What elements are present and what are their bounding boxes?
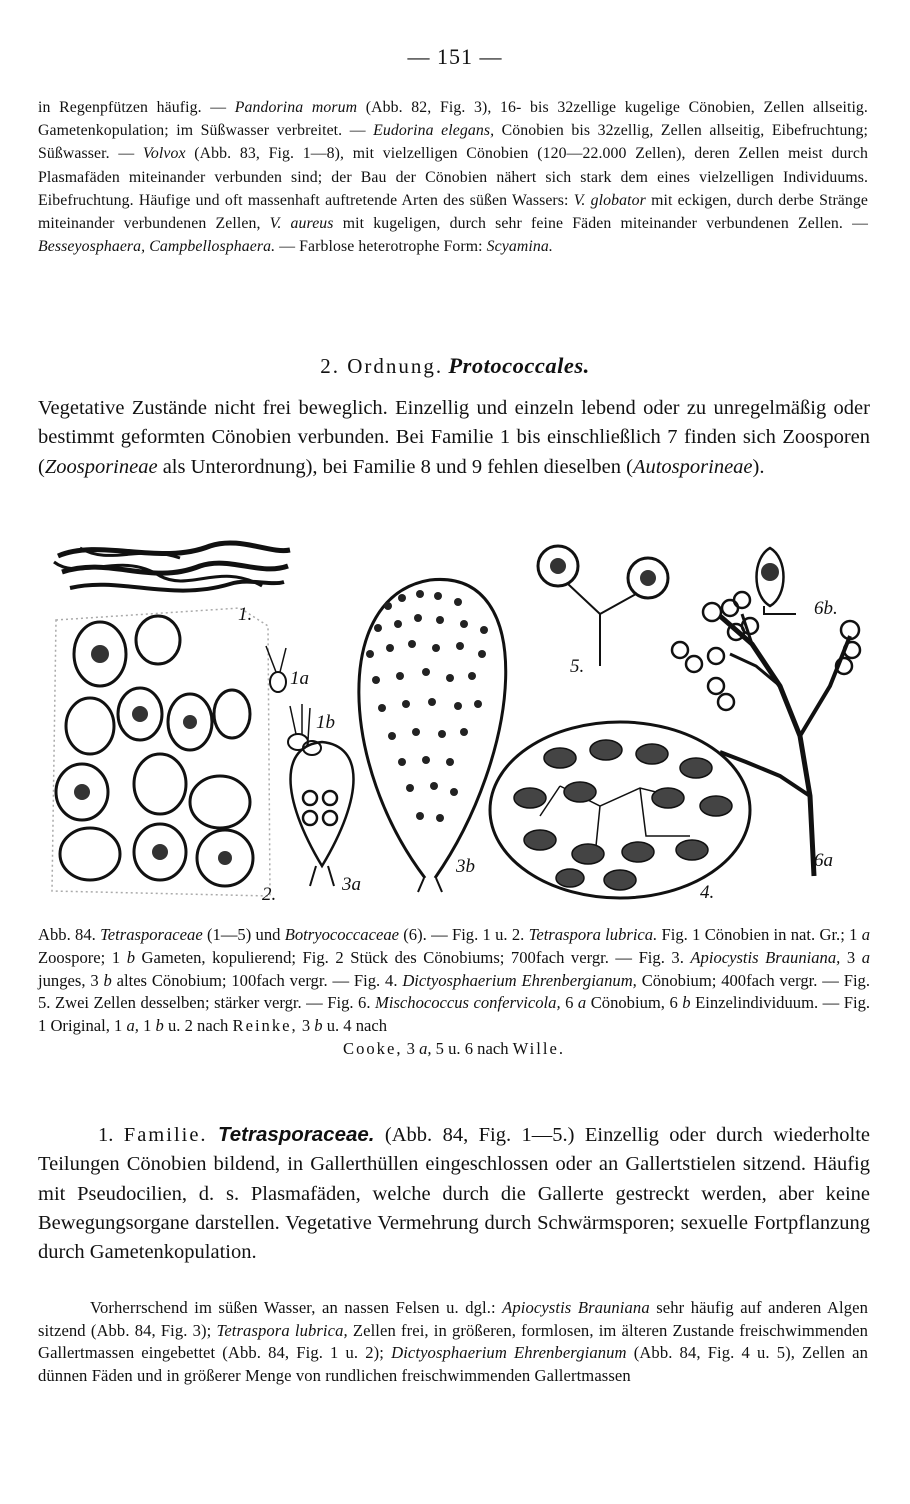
- text: 5 u. 6 nach: [431, 1038, 513, 1058]
- family-number: 1.: [98, 1124, 114, 1146]
- family-name: Tetrasporaceae.: [217, 1123, 375, 1146]
- taxon-name: Eudorina elegans,: [373, 122, 495, 140]
- text: mit eckigen, durch derbe Stränge miteinander verbundenen Zellen,: [38, 191, 869, 233]
- figure-caption: [38, 924, 870, 1061]
- text: — Farblose heterotrophe Form:: [275, 238, 487, 256]
- taxon-name: Mischococcus confervicola,: [375, 993, 561, 1013]
- text: (Abb. 84, Fig. 4 u. 5), Zellen an dünnen Fäden und in größerer Menge von rundlichen freischwimmenden Gallertmassen: [38, 1343, 868, 1385]
- text: in Regenpfützen häufig. —: [38, 99, 235, 116]
- fig-label-6b: 6b.: [814, 598, 838, 619]
- sub-label: a: [577, 993, 587, 1013]
- fig6b-individual-drawing: [757, 548, 797, 614]
- text: 3: [297, 1016, 315, 1036]
- author-name: Cooke,: [343, 1038, 403, 1058]
- text: 3: [402, 1038, 420, 1058]
- text: ).: [752, 455, 765, 478]
- fig1-strands-drawing: [54, 543, 290, 591]
- taxon-name: Autosporineae: [632, 455, 753, 478]
- intro-paragraph: [38, 96, 868, 258]
- fig-label-6a: 6a: [814, 850, 833, 871]
- sub-label: b: [682, 993, 691, 1013]
- fig-label-3a: 3a: [342, 874, 361, 895]
- text: Cönobium, 6: [586, 993, 683, 1013]
- text: u. 2 nach: [163, 1016, 233, 1036]
- taxon-name: Dictyosphaerium Ehrenbergianum,: [402, 970, 637, 990]
- figure-illustration: [40, 536, 872, 908]
- sub-label: a: [861, 925, 870, 944]
- text: sehr häufig auf anderen Algen sitzend (Abb. 84, Fig. 3);: [38, 1298, 868, 1340]
- sub-label: a,: [419, 1038, 432, 1058]
- taxon-name: Scyamina.: [486, 238, 553, 256]
- fig6a-coenobium-drawing: [672, 592, 860, 876]
- taxon-name: Tetraspora lubrica.: [528, 925, 658, 944]
- taxon-name: Tetraspora lubrica,: [216, 1320, 348, 1340]
- taxon-name: Zoosporineae: [44, 455, 158, 478]
- taxon-name: Volvox: [142, 145, 186, 163]
- text: mit kugeligen, durch sehr feine Fäden miteinander verbundenen Zellen. —: [333, 215, 869, 233]
- fig-label-3b: 3b: [456, 856, 475, 877]
- order-title: Protococcales.: [448, 353, 590, 378]
- text: Vegetative Zustände nicht frei beweglich. Einzellig und einzeln lebend oder zu unregelmäßig oder bestimmt geformten Cönobien verbunden. Bei Familie 1 bis einschließlich 7 finden sich Zoosporen (: [38, 397, 870, 478]
- text: Zoospore; 1: [38, 947, 127, 967]
- family-label: Familie.: [123, 1124, 208, 1146]
- taxon-name: Dictyosphaerium Ehrenbergianum: [391, 1343, 627, 1363]
- order-heading: [0, 353, 910, 379]
- text: (6). — Fig. 1 u. 2.: [398, 925, 529, 944]
- taxon-name: Botryococcaceae: [284, 925, 399, 944]
- sub-label: a: [861, 947, 870, 967]
- sub-label: b: [155, 1016, 164, 1036]
- occurrence-paragraph: [38, 1297, 868, 1387]
- text: junges, 3: [38, 970, 104, 990]
- text: Fig. 1 Cönobien in nat. Gr.; 1: [657, 925, 862, 944]
- text: Gameten, kopulierend; Fig. 2 Stück des Cönobiums; 700fach vergr. — Fig. 3.: [134, 947, 691, 967]
- text: (Abb. 82, Fig. 3), 16- bis 32zellige kugelige Cönobien, Zellen allseitig. Gametenkopulation; im Süßwasser verbreitet. —: [38, 99, 868, 140]
- fig-label-1a: 1a: [290, 668, 309, 689]
- text: (Abb. 84, Fig. 1—5.) Einzellig oder durch wiederholte Teilungen Cönobien bildend, in Gallerthüllen eingeschlossen oder an Gallertstielen sitzend. Häufig mit Pseudocilien, d. s. Plasmafäden, welche durch die Gallerte gestreckt werden, aber keine Bewegungsorgane darstellen. Vegetative Vermehrung durch Schwärmsporen; sexuelle Fortpflanzung durch Gametenkopulation.: [38, 1124, 870, 1264]
- text: Abb. 84.: [38, 925, 101, 944]
- figure-84: [40, 536, 872, 908]
- fig3b-old-coenobium-drawing: [359, 579, 506, 892]
- fig5-two-cells-drawing: [538, 546, 668, 666]
- taxon-name: Pandorina morum: [234, 99, 358, 116]
- text: altes Cönobium; 100fach vergr. — Fig. 4.: [111, 970, 403, 990]
- text: 3: [840, 947, 862, 967]
- sub-label: a,: [126, 1016, 139, 1036]
- sub-label: b: [103, 970, 112, 990]
- fig-label-1: 1.: [238, 604, 253, 625]
- family-paragraph: [38, 1120, 870, 1267]
- page-number: — 151 —: [407, 44, 503, 69]
- fig-label-4: 4.: [700, 882, 715, 903]
- text: Zellen frei, in größeren, formlosen, im älteren Zustande freischwimmenden Gallertmassen eingebettet (Abb. 84, Fig. 1 u. 2);: [38, 1320, 869, 1363]
- author-name: Reinke,: [232, 1016, 298, 1036]
- taxon-name: V. globator: [573, 191, 646, 209]
- fig-label-2: 2.: [262, 884, 277, 905]
- text: 6: [560, 993, 578, 1013]
- fig2-cell-cluster-drawing: [52, 608, 270, 896]
- taxon-name: Apiocystis Brauniana,: [690, 947, 841, 967]
- taxon-name: Tetrasporaceae: [100, 925, 203, 944]
- text: (1—5) und: [202, 925, 285, 944]
- order-prefix: 2. Ordnung.: [320, 354, 444, 378]
- fig4-coenobium-drawing: [490, 722, 750, 898]
- caption-last-line: [38, 1038, 870, 1061]
- text: Cönobien bis 32zellig, Zellen allseitig, Eibefruchtung; Süßwasser. —: [38, 122, 868, 163]
- text: Einzelindividuum. — Fig. 1 Original, 1: [38, 993, 871, 1036]
- sub-label: b: [314, 1016, 323, 1036]
- taxon-name: V. aureus: [269, 215, 334, 233]
- taxon-name: Apiocystis Brauniana: [502, 1298, 650, 1317]
- text: u. 4 nach: [322, 1016, 388, 1036]
- text: Cönobium; 400fach vergr. — Fig. 5. Zwei Zellen desselben; stärker vergr. — Fig. 6.: [38, 970, 871, 1013]
- taxon-name: Besseyosphaera, Campbellosphaera.: [38, 238, 276, 256]
- text: (Abb. 83, Fig. 1—8), mit vielzelligen Cönobien (120—22.000 Zellen), deren Zellen meist durch Plasmafäden miteinander verbunden sind; der Bau der Cönobien nähert sich stark dem eines vielzelligen Individuums. Eibefruchtung. Häufige und oft massenhaft auftretende Arten des süßen Wassers:: [38, 145, 868, 209]
- order-paragraph: [38, 394, 870, 482]
- text: 1: [138, 1016, 156, 1036]
- text: als Unterordnung), bei Familie 8 und 9 fehlen dieselben (: [157, 455, 633, 478]
- fig3a-young-coenobium-drawing: [291, 742, 354, 886]
- author-name: Wille.: [512, 1038, 565, 1058]
- text: Vorherrschend im süßen Wasser, an nassen Felsen u. dgl.:: [90, 1298, 503, 1317]
- fig-label-1b: 1b: [316, 712, 335, 733]
- fig-label-5: 5.: [570, 656, 585, 677]
- sub-label: b: [126, 947, 135, 967]
